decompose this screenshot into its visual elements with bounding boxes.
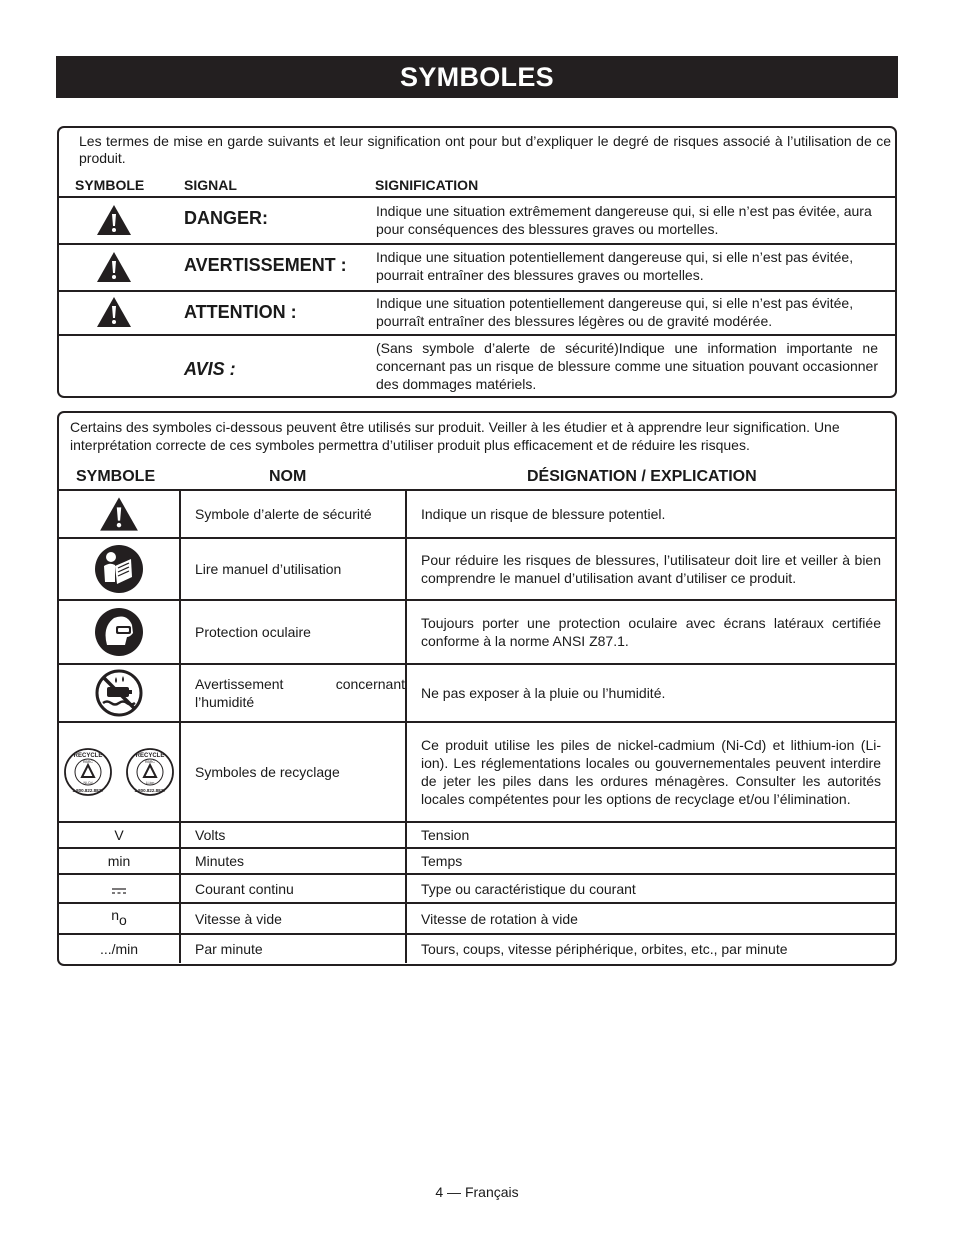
table-row <box>59 600 895 664</box>
signal-row-attention <box>59 290 895 336</box>
table-row <box>59 934 895 963</box>
recycle-seal-phone-text: 1.800.822.8837 <box>72 788 104 793</box>
signal-row-avertissement <box>59 243 895 291</box>
header-signal: SIGNAL <box>184 177 237 193</box>
no-load-speed-symbol <box>59 903 180 934</box>
recycle-seal-mid-text: RBRC <box>83 760 93 764</box>
symbol-description: Type ou caractéristique du courant <box>406 874 895 903</box>
symbol-name: Minutes <box>180 848 406 874</box>
safety-alert-icon <box>99 496 139 532</box>
symbol-description: Vitesse de rotation à vide <box>406 903 895 934</box>
symbol-name: Par minute <box>180 934 406 963</box>
direct-current-icon <box>111 887 127 895</box>
symbol-description: Pour réduire les risques de blessures, l’utilisateur doit lire et veiller à bien comprendre le manuel d’utilisation avant d’utiliser ce produit. <box>421 552 881 586</box>
read-manual-icon <box>94 544 144 594</box>
warning-triangle-icon <box>96 204 132 236</box>
recycle-seal-top-text: RECYCLE <box>135 753 165 759</box>
symbol-description: Tours, coups, vitesse périphérique, orbites, etc., par minute <box>406 934 895 963</box>
symbols-intro: Certains des symboles ci-dessous peuvent être utilisés sur produit. Veiller à les étudier et à apprendre leur signification. Une interprétation correcte de ces symboles permettra d’utiliser produit plus efficacement et de réduire les risques. <box>70 419 840 453</box>
signal-description: Indique une situation potentiellement dangereuse qui, si elle n’est pas évitée, pourrait entraîner des blessures graves ou mortelles. <box>376 249 854 283</box>
recycle-seal-top-text: RECYCLE <box>73 753 103 759</box>
table-row <box>59 538 895 600</box>
recycle-seal-chem-text: Ni-Cd <box>83 781 93 785</box>
symbol-description: Ne pas exposer à la pluie ou l’humidité. <box>406 664 895 722</box>
signal-description: (Sans symbole d’alerte de sécurité)Indique une information importante ne concernant pas un risque de blessure comme une situation pouvant occasionner des dommages matériels. <box>376 340 878 392</box>
symbol-description: Indique un risque de blessure potentiel. <box>406 490 895 538</box>
symbol-description: Tension <box>406 822 895 848</box>
symbol-glyph: min <box>59 848 180 874</box>
signal-row-avis <box>59 334 895 398</box>
signal-label: DANGER: <box>184 208 268 228</box>
symbol-glyph: .../min <box>59 934 180 963</box>
warning-triangle-icon <box>96 251 132 283</box>
recycle-li-ion-icon <box>127 749 173 795</box>
symbol-name: Vitesse à vide <box>180 903 406 934</box>
page-title: SYMBOLES <box>56 56 898 98</box>
header-designation: DÉSIGNATION / EXPLICATION <box>527 468 757 485</box>
signal-label: AVIS : <box>184 359 236 379</box>
symbol-description: Temps <box>406 848 895 874</box>
page-footer: 4 — Français <box>435 1184 519 1200</box>
symbol-name: Courant continu <box>180 874 406 903</box>
no-wet-conditions-icon <box>94 668 144 718</box>
signal-label: AVERTISSEMENT : <box>184 255 347 275</box>
recycle-seal-chem-text: Li-ion <box>145 781 155 785</box>
header-nom: NOM <box>269 468 307 485</box>
symbol-description: Ce produit utilise les piles de nickel-cadmium (Ni-Cd) et lithium-ion (Li-ion). Les réglementations locales ou gouvernementales peuvent interdire de jeter les piles dans les ordures ménagères. Consulter les autorités locales compétentes pour les options de recyclage et/ou l’élimination. <box>421 737 881 807</box>
warning-triangle-icon <box>96 296 132 328</box>
signal-words-box <box>57 126 897 398</box>
symbol-glyph: n <box>111 906 119 923</box>
signal-intro: Les termes de mise en garde suivants et leur signification ont pour but d’expliquer le degré de risques associé à l’utilisation de ce produit. <box>79 133 891 166</box>
symbol-name: Avertissement concernant l’humidité <box>195 676 405 710</box>
table-row <box>59 490 895 538</box>
symbol-name: Protection oculaire <box>180 600 406 664</box>
symbol-glyph-subscript: o <box>119 911 127 928</box>
symbol-description: Toujours porter une protection oculaire avec écrans latéraux certifiée conforme à la norme ANSI Z87.1. <box>421 615 881 649</box>
symbols-table <box>59 489 895 963</box>
signal-label: ATTENTION : <box>184 302 297 322</box>
recycle-seal-icons <box>59 722 180 822</box>
header-symbole: SYMBOLE <box>75 177 145 193</box>
signal-description: Indique une situation extrêmement dangereuse qui, si elle n’est pas évitée, aura pour conséquences des blessures graves ou mortelles. <box>376 203 872 237</box>
symbol-name: Volts <box>180 822 406 848</box>
table-row <box>59 822 895 848</box>
symbols-box <box>57 411 897 966</box>
symbol-glyph: V <box>59 822 180 848</box>
table-row <box>59 722 895 822</box>
recycle-ni-cd-icon <box>65 749 111 795</box>
recycle-seal-phone-text: 1.800.822.8837 <box>134 788 166 793</box>
table-row <box>59 874 895 903</box>
table-row <box>59 903 895 934</box>
symbol-name: Symboles de recyclage <box>180 722 406 822</box>
header-signification: SIGNIFICATION <box>375 177 479 193</box>
signal-row-danger <box>59 196 895 244</box>
header-symbole: SYMBOLE <box>76 468 156 485</box>
eye-protection-icon <box>94 607 144 657</box>
symbol-name: Symbole d’alerte de sécurité <box>180 490 406 538</box>
recycle-seal-mid-text: RBRC <box>145 760 155 764</box>
signal-description: Indique une situation potentiellement dangereuse qui, si elle n’est pas évitée, pourraît entraîner des blessures légères ou de gravité modérée. <box>376 295 854 329</box>
table-row <box>59 848 895 874</box>
symbol-name: Lire manuel d’utilisation <box>180 538 406 600</box>
table-row <box>59 664 895 722</box>
